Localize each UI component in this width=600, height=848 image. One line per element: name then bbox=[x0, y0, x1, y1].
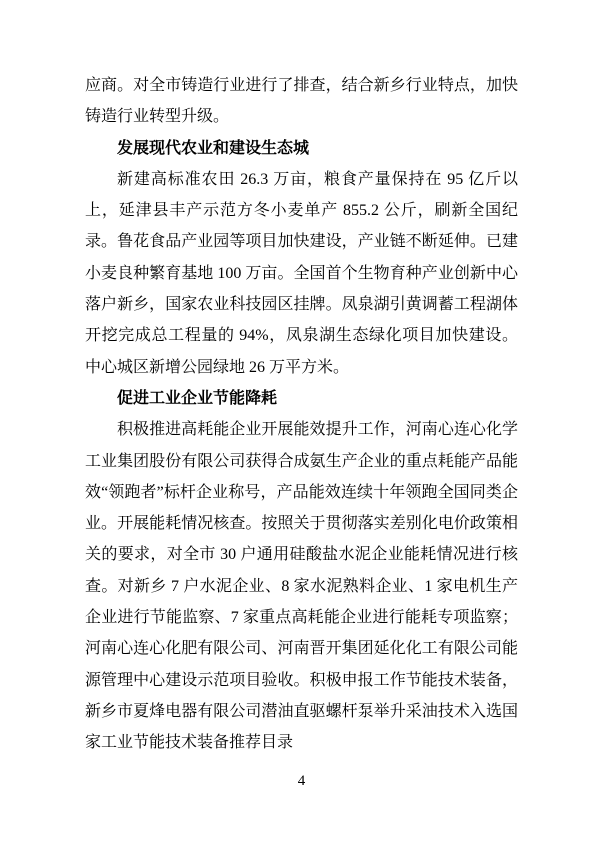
section-heading-agriculture: 发展现代农业和建设生态城 bbox=[117, 139, 310, 157]
paragraph-continuation: 应商。对全市铸造行业进行了排查，结合新乡行业特点，加快铸造行业转型升级。 bbox=[85, 77, 518, 126]
page-number: 4 bbox=[297, 773, 306, 789]
section-heading-energy: 促进工业企业节能降耗 bbox=[117, 389, 278, 407]
paragraph-agriculture: 新建高标准农田 26.3 万亩，粮食产量保持在 95 亿斤以上，延津县丰产示范方冬小麦单产 855.2 公斤，刷新全国纪录。鲁花食品产业园等项目加快建设，产业链不断延伸。已建小麦良种繁育基地 100 万亩。全国首个生物育种产业创新中心落户新乡，国家农业科技园区挂牌。凤泉湖引黄调蓄工程湖体开挖完成总工程量的 94%，凤泉湖生态绿化项目加快建设。中心城区新增公园绿地 26 万平方米。 bbox=[85, 170, 518, 376]
page-body bbox=[85, 70, 518, 759]
paragraph-energy: 积极推进高耗能企业开展能效提升工作，河南心连心化学工业集团股份有限公司获得合成氨生产企业的重点耗能产品能效“领跑者”标杆企业称号，产品能效连续十年领跑全国同类企业。开展能耗情况核查。按照关于贯彻落实差别化电价政策相关的要求，对全市 30 户通用硅酸盐水泥企业能耗情况进行核查。对新乡 7 户水泥企业、8 家水泥熟料企业、1 家电机生产企业进行节能监察、7 家重点高耗能企业进行能耗专项监察；河南心连心化肥有限公司、河南晋开集团延化化工有限公司能源管理中心建设示范项目验收。积极申报工作节能技术装备，新乡市夏烽电器有限公司潜油直驱螺杆泵举升采油技术入选国家工业节能技术装备推荐目录 bbox=[85, 421, 518, 752]
